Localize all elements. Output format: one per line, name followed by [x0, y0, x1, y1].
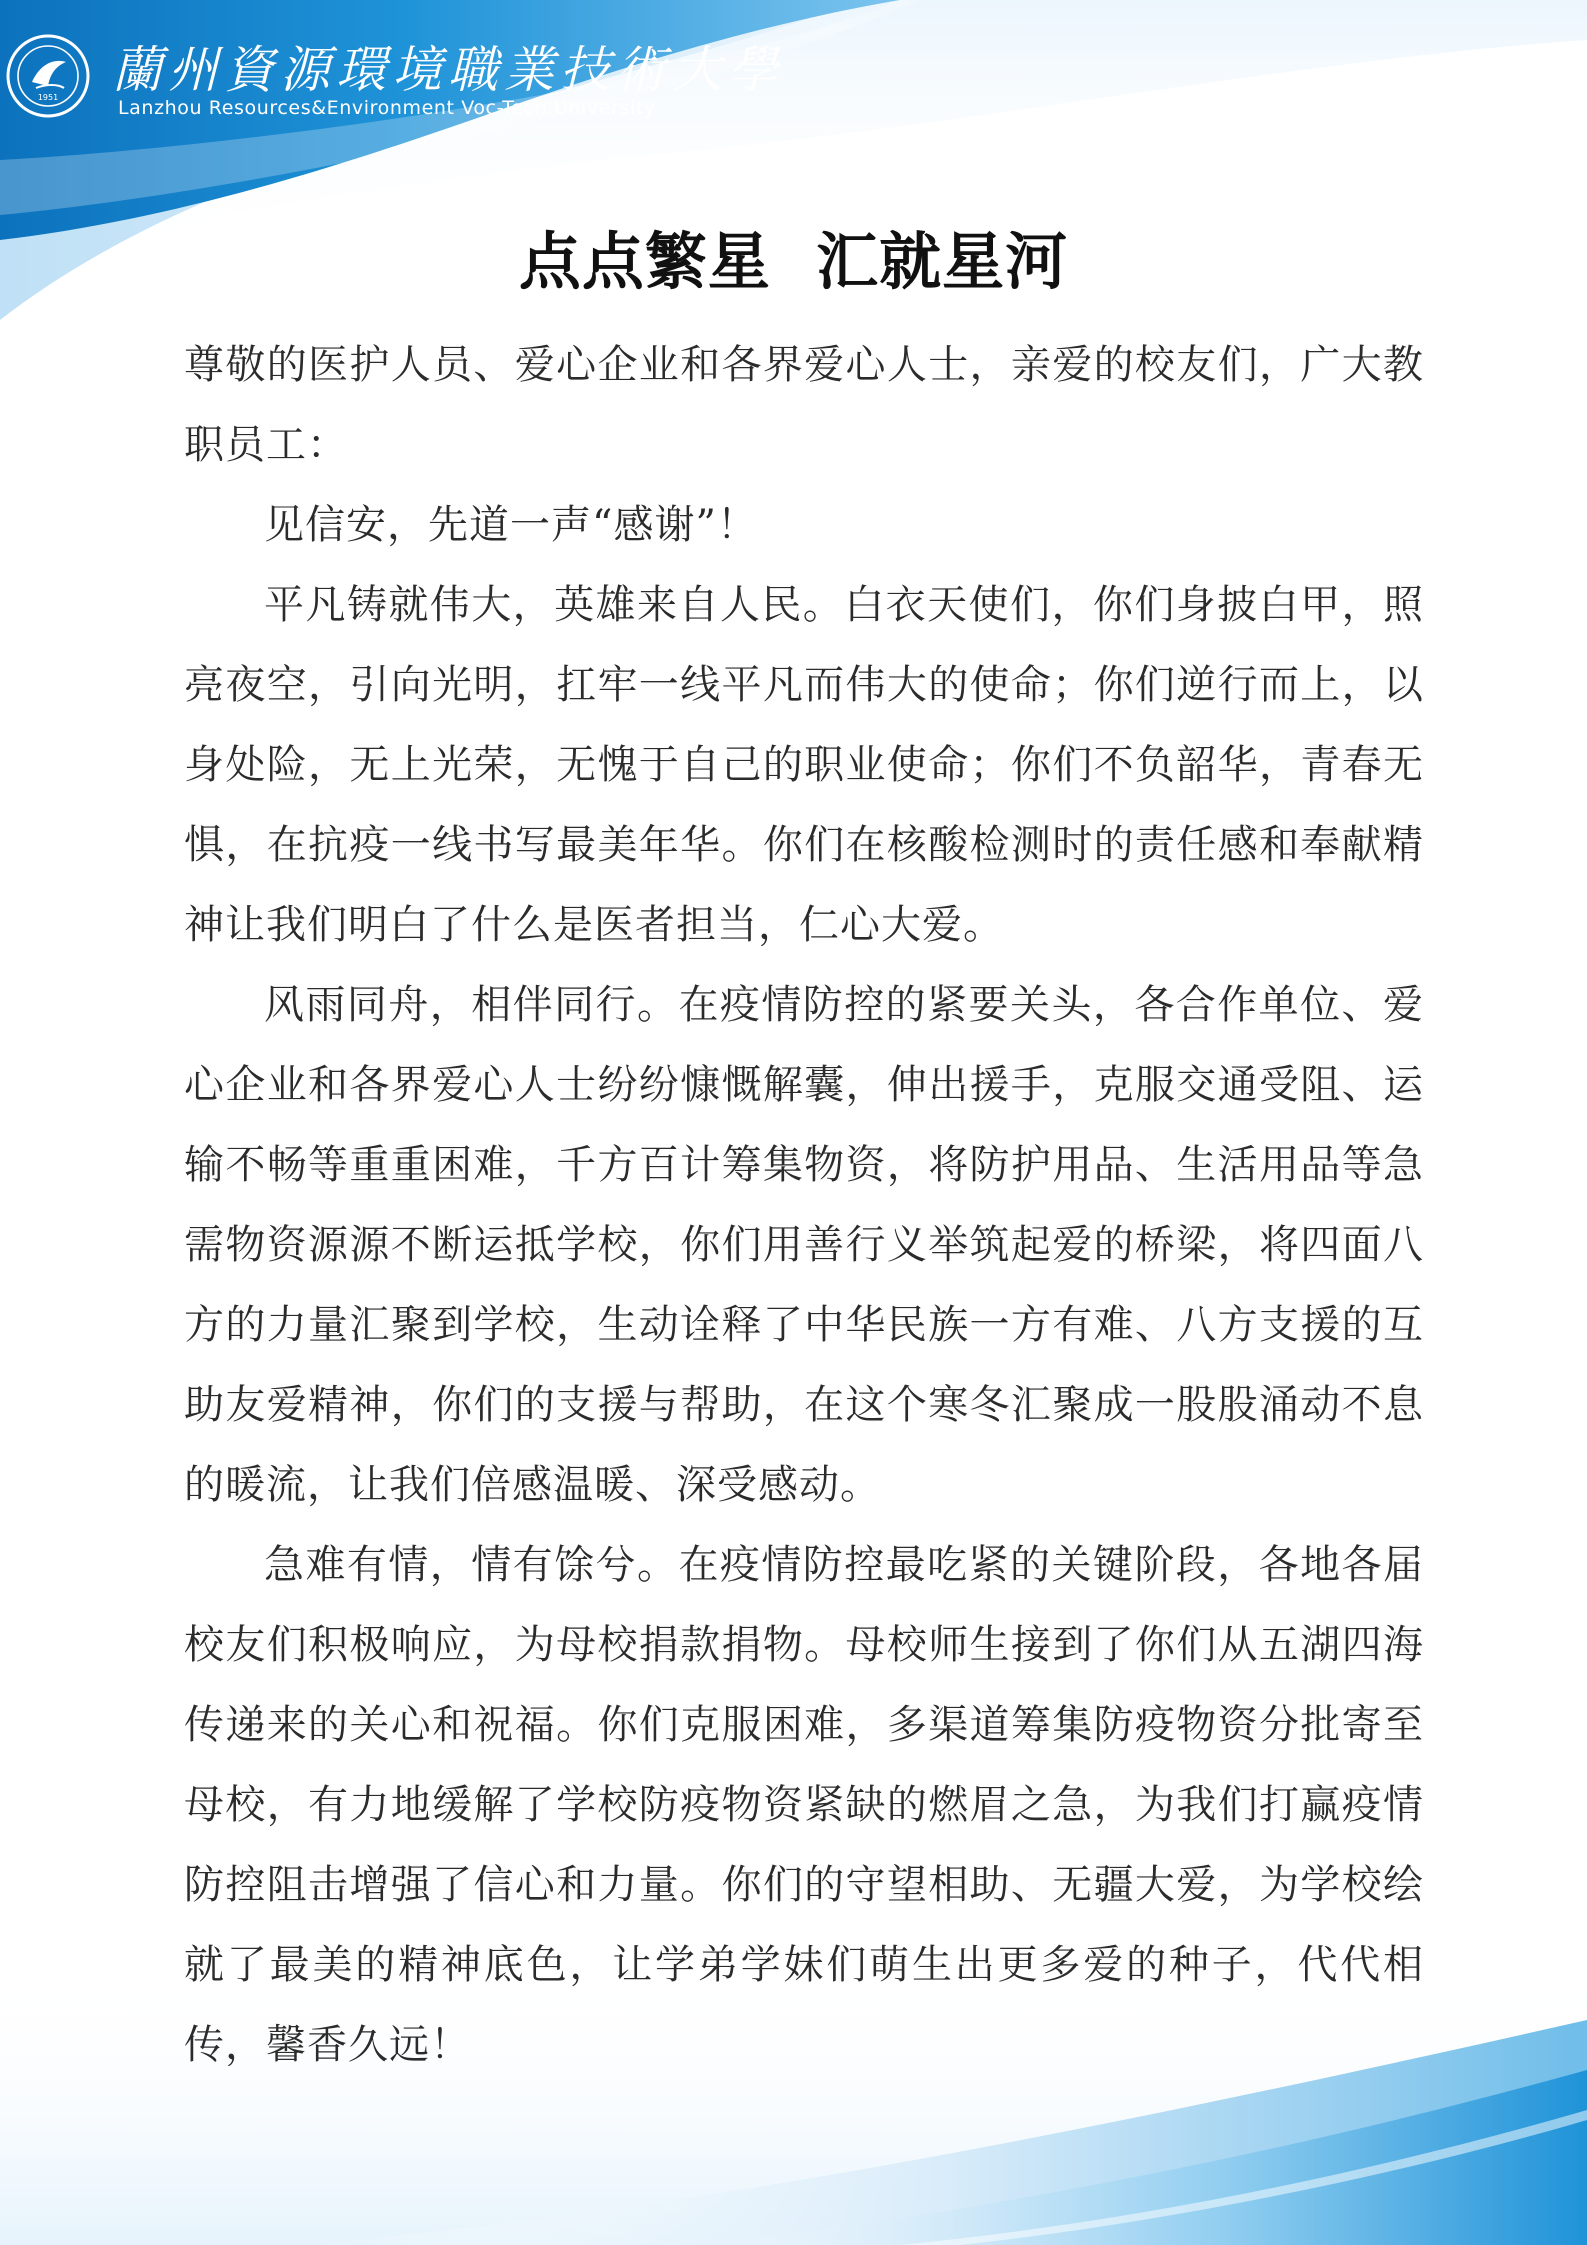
salutation: 尊敬的医护人员、爱心企业和各界爱心人士，亲爱的校友们，广大教职员工： — [184, 342, 1424, 468]
paragraph-alumni: 急难有情，情有馀兮。在疫情防控最吃紧的关键阶段，各地各届校友们积极响应，为母校捐款捐物。母校师生接到了你们从五湖四海传递来的关心和祝福。你们克服困难，多渠道筹集防疫物资分批寄至母校，有力地缓解了学校防疫物资紧缺的燃眉之急，为我们打赢疫情防控阻击增强了信心和力量。你们的守望相助、无疆大爱，为学校绘就了最美的精神底色，让学弟学妹们萌生出更多爱的种子，代代相传，馨香久远！ — [184, 1542, 1424, 2068]
document-title: 点点繁星 汇就星河 — [518, 225, 1069, 298]
paragraph-medical-staff: 平凡铸就伟大，英雄来自人民。白衣天使们，你们身披白甲，照亮夜空，引向光明，扛牢一线平凡而伟大的使命；你们逆行而上，以身处险，无上光荣，无愧于自己的职业使命；你们不负韶华，青春无惧，在抗疫一线书写最美年华。你们在核酸检测时的责任感和奉献精神让我们明白了什么是医者担当，仁心大爱。 — [184, 582, 1424, 948]
paragraph-enterprises: 风雨同舟，相伴同行。在疫情防控的紧要关头，各合作单位、爱心企业和各界爱心人士纷纷慷慨解囊，伸出援手，克服交通受阻、运输不畅等重重困难，千方百计筹集物资，将防护用品、生活用品等急需物资源源不断运抵学校，你们用善行义举筑起爱的桥梁，将四面八方的力量汇聚到学校，生动诠释了中华民族一方有难、八方支援的互助友爱精神，你们的支援与帮助，在这个寒冬汇聚成一股股涌动不息的暖流，让我们倍感温暖、深受感动。 — [184, 982, 1424, 1508]
paragraph-greeting: 见信安，先道一声“感谢”！ — [264, 502, 758, 548]
letter-body — [184, 325, 1424, 2085]
university-seal-logo-icon — [6, 34, 90, 118]
school-name-english: Lanzhou Resources&Environment Voc-Tech University — [118, 97, 656, 119]
school-name-chinese: 蘭州資源環境職業技術大學 — [112, 41, 784, 99]
logo-year: 1951 — [37, 93, 59, 102]
